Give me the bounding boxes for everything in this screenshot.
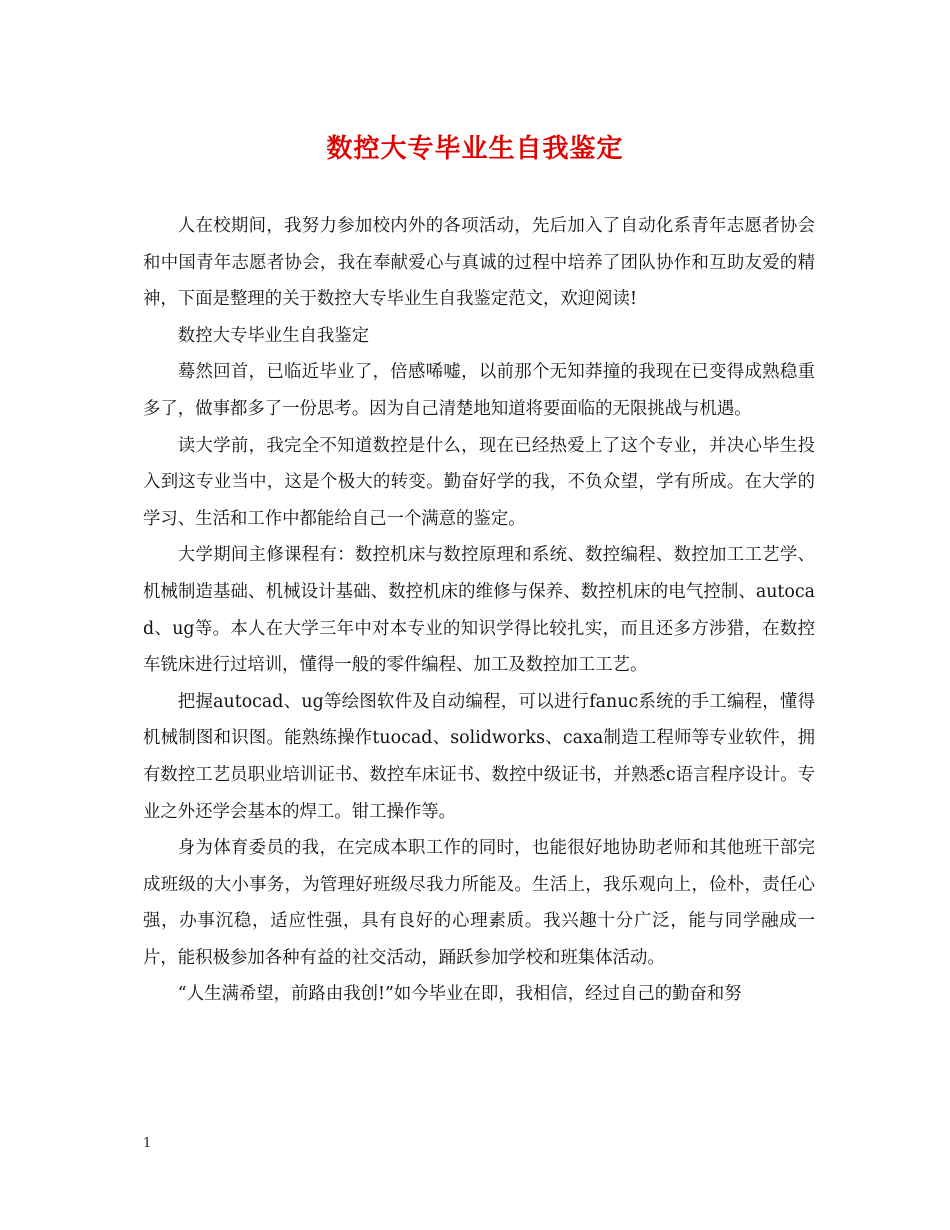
document-body <box>143 208 815 1013</box>
document-title: 数控大专毕业生自我鉴定 <box>326 134 624 164</box>
page-number: 1 <box>143 1136 152 1151</box>
paragraph-class-duties: 身为体育委员的我，在完成本职工作的同时，也能很好地协助老师和其他班干部完成班级的大小事务，为管理好班级尽我力所能及。生活上，我乐观向上，俭朴，责任心强，办事沉稳，适应性强，具有良好的心理素质。我兴趣十分广泛，能与同学融成一片，能积极参加各种有益的社交活动，踊跃参加学校和班集体活动。 <box>143 838 815 968</box>
paragraph-intro: 人在校期间，我努力参加校内外的各项活动，先后加入了自动化系青年志愿者协会和中国青年志愿者协会，我在奉献爱心与真诚的过程中培养了团队协作和互助友爱的精神，下面是整理的关于数控大专毕业生自我鉴定范文，欢迎阅读! <box>143 216 815 310</box>
paragraph-subtitle: 数控大专毕业生自我鉴定 <box>177 325 370 346</box>
paragraph-courses: 大学期间主修课程有：数控机床与数控原理和系统、数控编程、数控加工工艺学、机械制造基础、机械设计基础、数控机床的维修与保养、数控机床的电气控制、autocad、ug等。本人在大学三年中对本专业的知识学得比较扎实，而且还多方涉猎，在数控车铣床进行过培训，懂得一般的零件编程、加工及数控加工工艺。 <box>143 545 815 676</box>
paragraph-reflection: 蓦然回首，已临近毕业了，倍感唏嘘，以前那个无知莽撞的我现在已变得成熟稳重多了，做事都多了一份思考。因为自己清楚地知道将要面临的无限挑战与机遇。 <box>143 362 815 419</box>
paragraph-before-college: 读大学前，我完全不知道数控是什么，现在已经热爱上了这个专业，并决心毕生投入到这专业当中，这是个极大的转变。勤奋好学的我，不负众望，学有所成。在大学的学习、生活和工作中都能给自己一个满意的鉴定。 <box>143 435 815 529</box>
paragraph-closing: “人生满希望，前路由我创!”如今毕业在即，我相信，经过自己的勤奋和努 <box>177 984 742 1005</box>
paragraph-skills: 把握autocad、ug等绘图软件及自动编程，可以进行fanuc系统的手工编程，懂得机械制图和识图。能熟练操作tuocad、solidworks、caxa制造工程师等专业软件，拥有数控工艺员职业培训证书、数控车床证书、数控中级证书，并熟悉c语言程序设计。专业之外还学会基本的焊工。钳工操作等。 <box>143 691 815 822</box>
